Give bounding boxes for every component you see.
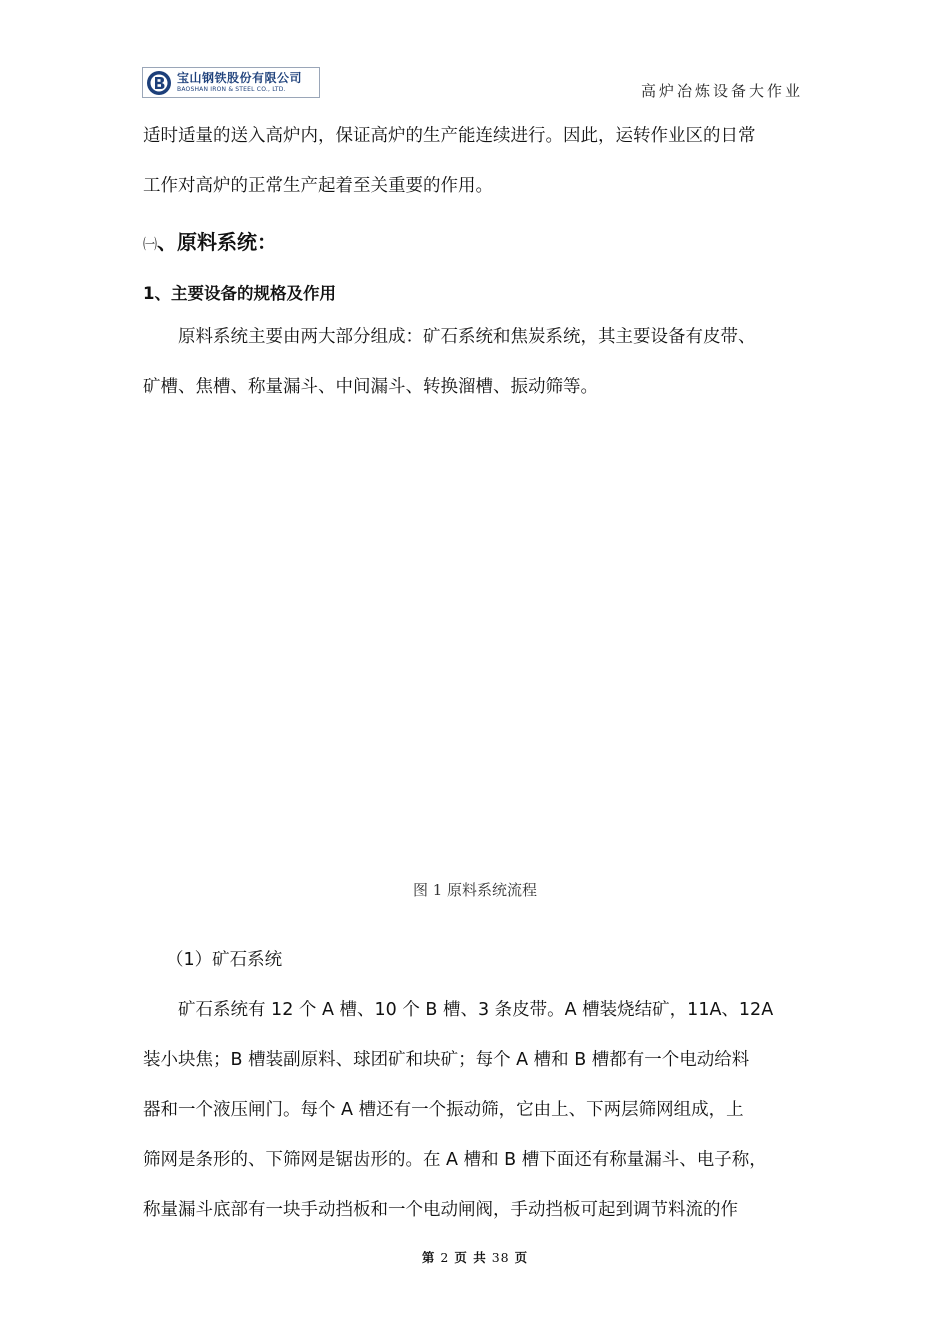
body-line: 原料系统主要由两大部分组成：矿石系统和焦炭系统，其主要设备有皮带、 (178, 327, 756, 347)
body-line: 矿槽、焦槽、称量漏斗、中间漏斗、转换溜槽、振动筛等。 (143, 377, 598, 397)
footer-suffix: 页 (514, 1250, 529, 1265)
logo-company-name-en: BAOSHAN IRON & STEEL CO., LTD. (177, 86, 286, 93)
footer-page-current: 2 (440, 1250, 450, 1265)
company-logo (142, 67, 320, 98)
document-header-title: 高炉冶炼设备大作业 (641, 82, 804, 100)
footer-mid: 页 共 (454, 1250, 487, 1265)
section-number: ㈠ (143, 237, 157, 253)
figure-area (143, 410, 807, 860)
footer-page-total: 38 (491, 1250, 510, 1265)
section-title: 、原料系统： (157, 230, 277, 254)
baosteel-logo-icon (146, 70, 172, 96)
body-line: 工作对高炉的正常生产起着至关重要的作用。 (143, 176, 493, 196)
subheading-ore-system: （1）矿石系统 (166, 950, 283, 970)
logo-company-name-cn: 宝山钢铁股份有限公司 (177, 71, 303, 85)
body-line: 矿石系统有 12 个 A 槽、10 个 B 槽、3 条皮带。A 槽装烧结矿，11A、12A (178, 1000, 774, 1020)
body-line: 称量漏斗底部有一块手动挡板和一个电动闸阀，手动挡板可起到调节料流的作 (143, 1200, 738, 1220)
section-heading (143, 226, 277, 255)
footer-prefix: 第 (421, 1250, 436, 1265)
page-footer (0, 1248, 950, 1266)
body-line: 筛网是条形的、下筛网是锯齿形的。在 A 槽和 B 槽下面还有称量漏斗、电子称， (143, 1150, 767, 1170)
body-line: 装小块焦；B 槽装副原料、球团矿和块矿；每个 A 槽和 B 槽都有一个电动给料 (143, 1050, 750, 1070)
subsection-heading: 1、主要设备的规格及作用 (143, 284, 336, 303)
figure-caption: 图 1 原料系统流程 (412, 881, 538, 899)
body-line: 器和一个液压闸门。每个 A 槽还有一个振动筛，它由上、下两层筛网组成，上 (143, 1100, 744, 1120)
body-line: 适时适量的送入高炉内，保证高炉的生产能连续进行。因此，运转作业区的日常 (143, 126, 756, 146)
